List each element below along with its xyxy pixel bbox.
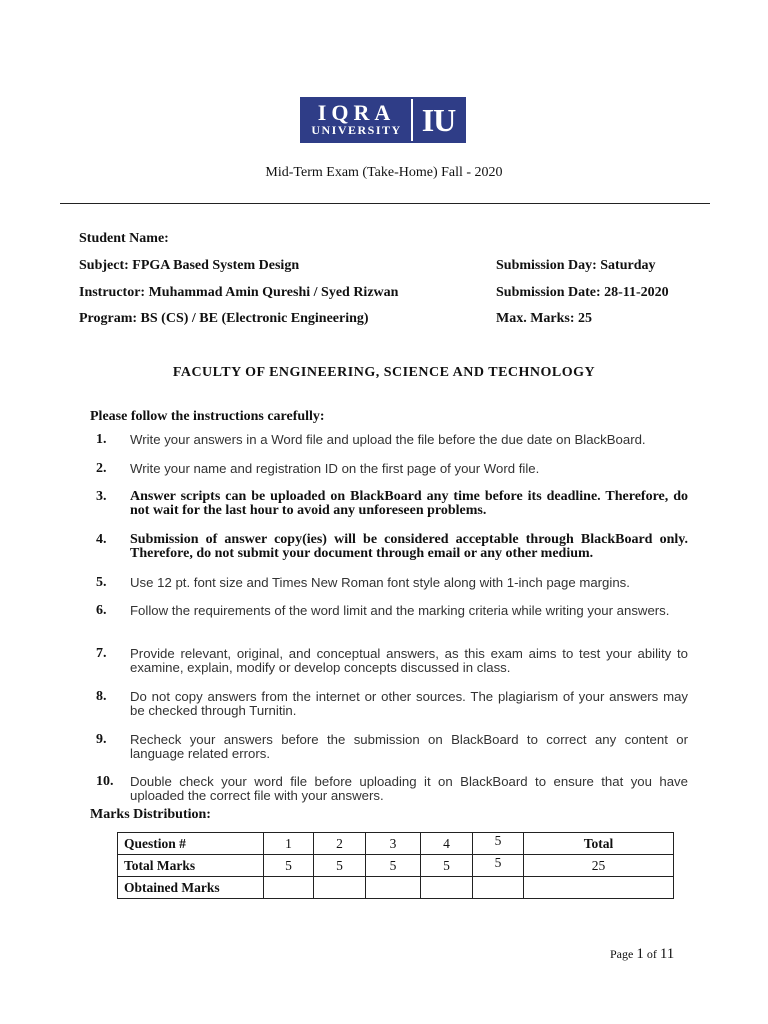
instructions-heading: Please follow the instructions carefully: <box>90 409 325 424</box>
table-cell <box>421 877 473 899</box>
table-cell: 5 <box>366 855 421 877</box>
table-cell <box>314 877 366 899</box>
instruction-number: 8. <box>96 689 107 704</box>
table-cell <box>366 877 421 899</box>
table-row <box>118 833 674 855</box>
logo-mark: IU <box>413 99 464 141</box>
logo-text-top: IQRA <box>317 100 396 125</box>
instructor-field: Instructor: Muhammad Amin Qureshi / Syed Rizwan <box>79 285 399 300</box>
instruction-text: Write your answers in a Word file and upload the file before the due date on BlackBoard. <box>130 432 646 447</box>
instruction-text: Do not copy answers from the internet or other sources. The plagiarism of your answers may be checked through Turnitin. <box>130 689 688 718</box>
instruction-text: Follow the requirements of the word limit and the marking criteria while writing your answers. <box>130 603 670 618</box>
page-number <box>610 946 674 963</box>
instruction-number: 10. <box>96 774 114 789</box>
marks-distribution-table <box>117 832 674 899</box>
table-cell: Obtained Marks <box>118 877 264 899</box>
submission-day-field: Submission Day: Saturday <box>496 258 656 273</box>
instruction-number: 7. <box>96 646 107 661</box>
table-cell: 5 <box>264 855 314 877</box>
faculty-heading: FACULTY OF ENGINEERING, SCIENCE AND TECHNOLOGY <box>172 365 596 380</box>
table-row <box>118 855 674 877</box>
table-header-cell: 2 <box>314 833 366 855</box>
table-cell: Total Marks <box>118 855 264 877</box>
instruction-text: Provide relevant, original, and conceptual answers, as this exam aims to test your ability to examine, explain, modify or develop concepts discussed in class. <box>130 646 688 675</box>
instruction-number: 3. <box>96 489 107 504</box>
table-cell: 5 <box>473 855 524 877</box>
table-header-cell: 1 <box>264 833 314 855</box>
subject-field: Subject: FPGA Based System Design <box>79 258 300 273</box>
marks-distribution-heading: Marks Distribution: <box>90 807 211 822</box>
instruction-number: 6. <box>96 603 107 618</box>
table-header-cell: 3 <box>366 833 421 855</box>
instruction-number: 4. <box>96 532 107 547</box>
student-name-label: Student Name: <box>79 231 169 246</box>
instruction-text: Answer scripts can be uploaded on BlackBoard any time before its deadline. Therefore, do not wait for the last hour to avoid any unforeseen problems. <box>130 489 688 518</box>
logo-text-bottom: UNIVERSITY <box>311 123 402 137</box>
table-row <box>118 877 674 899</box>
table-cell <box>473 877 524 899</box>
page-of: of <box>646 947 657 961</box>
header-divider <box>60 203 710 204</box>
iqra-university-logo <box>300 97 466 143</box>
instruction-text: Write your name and registration ID on the first page of your Word file. <box>130 461 540 476</box>
table-cell <box>264 877 314 899</box>
instruction-text: Submission of answer copy(ies) will be considered acceptable through BlackBoard only. Therefore, do not submit your document through email or any other medium. <box>130 532 688 561</box>
table-header-cell: 5 <box>473 833 524 855</box>
instruction-number: 9. <box>96 732 107 747</box>
table-header-cell: 4 <box>421 833 473 855</box>
table-header-cell: Total <box>524 833 674 855</box>
table-cell: 25 <box>524 855 674 877</box>
table-header-cell: Question # <box>118 833 264 855</box>
table-cell: 5 <box>314 855 366 877</box>
page-label: Page <box>610 947 634 961</box>
table-cell <box>524 877 674 899</box>
table-cell: 5 <box>421 855 473 877</box>
page-total: 11 <box>659 946 675 962</box>
instruction-text: Recheck your answers before the submission on BlackBoard to correct any content or language related errors. <box>130 732 688 761</box>
instruction-number: 5. <box>96 575 107 590</box>
page-current: 1 <box>636 946 644 962</box>
instruction-text: Use 12 pt. font size and Times New Roman font style along with 1-inch page margins. <box>130 575 630 590</box>
max-marks-field: Max. Marks: 25 <box>496 311 593 326</box>
submission-date-field: Submission Date: 28-11-2020 <box>496 285 669 300</box>
exam-title: Mid-Term Exam (Take-Home) Fall - 2020 <box>265 165 503 180</box>
program-field: Program: BS (CS) / BE (Electronic Engineering) <box>79 311 369 326</box>
instruction-number: 2. <box>96 461 107 476</box>
instruction-number: 1. <box>96 432 107 447</box>
instruction-text: Double check your word file before uploading it on BlackBoard to ensure that you have uploaded the correct file with your answers. <box>130 774 688 803</box>
